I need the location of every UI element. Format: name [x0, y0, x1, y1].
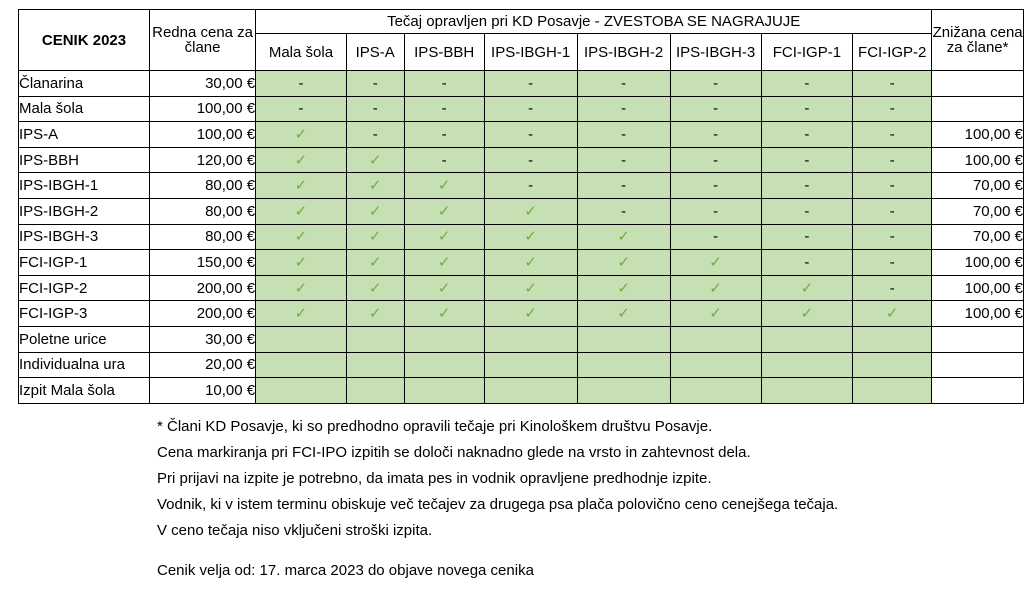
checkmark-glyph: ✓ [294, 253, 308, 271]
regular-price: 200,00 € [150, 301, 256, 327]
item-name: IPS-IBGH-2 [19, 198, 150, 224]
note-exams: Pri prijavi na izpite je potrebno, da imata pes in vodnik opravljene predhodnje izpite. [157, 470, 712, 487]
checkmark-glyph: ✓ [437, 177, 451, 195]
dash-cell [761, 173, 853, 199]
dash-glyph: - [889, 228, 895, 246]
dash-glyph: - [621, 74, 627, 92]
dash-glyph: - [528, 151, 534, 169]
dash-cell [346, 71, 404, 97]
checkmark-glyph: ✓ [294, 177, 308, 195]
regular-price: 80,00 € [150, 198, 256, 224]
checkmark-glyph: ✓ [524, 202, 537, 220]
empty-cell [346, 352, 404, 378]
dash-cell [761, 224, 853, 250]
dash-glyph: - [621, 151, 627, 169]
checkmark-glyph: ✓ [437, 279, 451, 297]
checkmark-icon [577, 301, 670, 327]
dash-glyph: - [804, 125, 810, 143]
checkmark-icon [577, 275, 670, 301]
table-row [19, 378, 1024, 404]
empty-cell [670, 378, 761, 404]
dash-cell [853, 147, 932, 173]
dash-glyph: - [298, 74, 304, 92]
empty-cell [404, 326, 484, 352]
regular-price: 120,00 € [150, 147, 256, 173]
item-name: IPS-IBGH-1 [19, 173, 150, 199]
item-name: FCI-IGP-3 [19, 301, 150, 327]
discount-price: 100,00 € [932, 122, 1024, 148]
dash-glyph: - [441, 125, 447, 143]
note-second-dog: Vodnik, ki v istem terminu obiskuje več tečajev za drugega psa plača polovično ceno cenejšega tečaja. [157, 496, 839, 513]
empty-cell [761, 326, 853, 352]
checkmark-icon [346, 301, 404, 327]
dash-cell [853, 71, 932, 97]
dash-glyph: - [621, 100, 627, 118]
dash-glyph: - [889, 279, 895, 297]
empty-cell [484, 378, 577, 404]
dash-cell [670, 173, 761, 199]
dash-glyph: - [889, 100, 895, 118]
checkmark-icon [670, 301, 761, 327]
table-row [19, 122, 1024, 148]
dash-cell [853, 224, 932, 250]
empty-cell [256, 352, 347, 378]
dash-cell [577, 173, 670, 199]
checkmark-icon [256, 198, 347, 224]
item-name: Poletne urice [19, 326, 150, 352]
checkmark-icon [256, 250, 347, 276]
dash-cell [853, 96, 932, 122]
dash-glyph: - [804, 100, 810, 118]
item-name: FCI-IGP-1 [19, 250, 150, 276]
course-header: IPS-IBGH-2 [577, 34, 670, 71]
table-row [19, 147, 1024, 173]
course-header: Mala šola [256, 34, 347, 71]
regular-price: 10,00 € [150, 378, 256, 404]
dash-cell [404, 96, 484, 122]
dash-glyph: - [804, 151, 810, 169]
dash-cell [761, 71, 853, 97]
checkmark-glyph: ✓ [294, 202, 308, 220]
item-name: Članarina [19, 71, 150, 97]
checkmark-icon [404, 250, 484, 276]
checkmark-glyph: ✓ [294, 151, 308, 169]
item-name: IPS-A [19, 122, 150, 148]
discount-price-header: Znižana cena za člane* [932, 10, 1024, 71]
discount-price [932, 352, 1024, 378]
empty-cell [346, 378, 404, 404]
discount-price: 100,00 € [932, 275, 1024, 301]
checkmark-glyph: ✓ [524, 253, 537, 271]
dash-cell [853, 275, 932, 301]
dash-cell [484, 173, 577, 199]
checkmark-icon [404, 198, 484, 224]
item-name: IPS-BBH [19, 147, 150, 173]
dash-cell [670, 122, 761, 148]
checkmark-glyph: ✓ [617, 305, 630, 323]
checkmark-icon [404, 301, 484, 327]
price-table-body [19, 71, 1024, 404]
dash-cell [256, 71, 347, 97]
dash-cell [761, 250, 853, 276]
item-name: Izpit Mala šola [19, 378, 150, 404]
discount-price: 100,00 € [932, 301, 1024, 327]
dash-glyph: - [713, 74, 719, 92]
empty-cell [670, 326, 761, 352]
dash-cell [577, 147, 670, 173]
table-row [19, 352, 1024, 378]
checkmark-icon [346, 275, 404, 301]
checkmark-icon [404, 275, 484, 301]
dash-glyph: - [713, 151, 719, 169]
dash-glyph: - [372, 100, 378, 118]
checkmark-icon [484, 250, 577, 276]
regular-price: 200,00 € [150, 275, 256, 301]
dash-glyph: - [528, 177, 534, 195]
table-row [19, 173, 1024, 199]
dash-glyph: - [528, 125, 534, 143]
empty-cell [256, 378, 347, 404]
dash-glyph: - [372, 125, 378, 143]
checkmark-glyph: ✓ [294, 279, 308, 297]
discount-price [932, 326, 1024, 352]
checkmark-glyph: ✓ [368, 202, 382, 220]
checkmark-glyph: ✓ [709, 279, 722, 297]
course-header: IPS-BBH [404, 34, 484, 71]
dash-cell [670, 224, 761, 250]
checkmark-glyph: ✓ [368, 253, 382, 271]
checkmark-icon [346, 147, 404, 173]
checkmark-icon [670, 250, 761, 276]
regular-price: 30,00 € [150, 326, 256, 352]
dash-cell [404, 122, 484, 148]
checkmark-icon [484, 275, 577, 301]
price-table [18, 9, 1024, 404]
regular-price: 80,00 € [150, 224, 256, 250]
dash-glyph: - [713, 100, 719, 118]
item-name: FCI-IGP-2 [19, 275, 150, 301]
regular-price-header: Redna cena za člane [150, 10, 256, 71]
dash-glyph: - [889, 151, 895, 169]
dash-glyph: - [804, 202, 810, 220]
regular-price: 100,00 € [150, 96, 256, 122]
regular-price: 100,00 € [150, 122, 256, 148]
table-row [19, 96, 1024, 122]
dash-cell [853, 250, 932, 276]
checkmark-icon [577, 250, 670, 276]
header-row [19, 10, 1024, 34]
course-header: FCI-IGP-2 [853, 34, 932, 71]
dash-glyph: - [441, 100, 447, 118]
table-row [19, 198, 1024, 224]
course-header: IPS-IBGH-3 [670, 34, 761, 71]
dash-glyph: - [889, 202, 895, 220]
dash-glyph: - [889, 177, 895, 195]
checkmark-icon [484, 224, 577, 250]
checkmark-glyph: ✓ [885, 305, 899, 323]
dash-cell [761, 96, 853, 122]
dash-glyph: - [804, 228, 810, 246]
dash-cell [670, 147, 761, 173]
note-members: * Člani KD Posavje, ki so predhodno opravili tečaje pri Kinološkem društvu Posavje. [157, 418, 713, 435]
checkmark-icon [670, 275, 761, 301]
dash-glyph: - [889, 125, 895, 143]
note-exam-costs: V ceno tečaja niso vključeni stroški izpita. [157, 522, 433, 539]
table-row [19, 71, 1024, 97]
checkmark-glyph: ✓ [437, 202, 451, 220]
dash-cell [404, 71, 484, 97]
checkmark-icon [577, 224, 670, 250]
dash-glyph: - [713, 125, 719, 143]
dash-cell [484, 147, 577, 173]
discount-price [932, 378, 1024, 404]
dash-glyph: - [372, 74, 378, 92]
checkmark-glyph: ✓ [368, 305, 382, 323]
checkmark-icon [484, 198, 577, 224]
dash-glyph: - [804, 74, 810, 92]
checkmark-glyph: ✓ [294, 125, 308, 143]
dash-cell [346, 122, 404, 148]
dash-glyph: - [441, 74, 447, 92]
empty-cell [404, 378, 484, 404]
dash-glyph: - [528, 100, 534, 118]
checkmark-glyph: ✓ [437, 228, 451, 246]
dash-cell [761, 122, 853, 148]
checkmark-glyph: ✓ [294, 228, 308, 246]
item-name: Mala šola [19, 96, 150, 122]
checkmark-icon [761, 275, 853, 301]
table-row [19, 250, 1024, 276]
checkmark-glyph: ✓ [368, 279, 382, 297]
empty-cell [256, 326, 347, 352]
dash-glyph: - [713, 228, 719, 246]
dash-glyph: - [713, 202, 719, 220]
checkmark-glyph: ✓ [800, 305, 814, 323]
regular-price: 80,00 € [150, 173, 256, 199]
dash-cell [670, 71, 761, 97]
discount-price: 100,00 € [932, 147, 1024, 173]
checkmark-icon [256, 224, 347, 250]
checkmark-icon [346, 224, 404, 250]
checkmark-icon [256, 122, 347, 148]
course-header: IPS-A [346, 34, 404, 71]
dash-cell [670, 96, 761, 122]
note-marking: Cena markiranja pri FCI-IPO izpitih se določi naknadno glede na vrsto in zahtevnost dela. [157, 444, 751, 461]
completed-course-header: Tečaj opravljen pri KD Posavje - ZVESTOBA SE NAGRAJUJE [256, 10, 932, 34]
empty-cell [484, 352, 577, 378]
checkmark-icon [256, 275, 347, 301]
checkmark-icon [256, 173, 347, 199]
checkmark-icon [346, 250, 404, 276]
discount-price: 70,00 € [932, 224, 1024, 250]
validity-note: Cenik velja od: 17. marca 2023 do objave novega cenika [157, 562, 534, 579]
checkmark-icon [404, 224, 484, 250]
checkmark-glyph: ✓ [800, 279, 814, 297]
dash-glyph: - [621, 202, 627, 220]
dash-glyph: - [804, 253, 810, 271]
course-header: IPS-IBGH-1 [484, 34, 577, 71]
empty-cell [853, 326, 932, 352]
dash-cell [761, 147, 853, 173]
checkmark-glyph: ✓ [617, 253, 630, 271]
dash-glyph: - [441, 151, 447, 169]
table-title: CENIK 2023 [19, 10, 150, 71]
checkmark-glyph: ✓ [368, 177, 382, 195]
dash-cell [853, 198, 932, 224]
dash-cell [577, 96, 670, 122]
empty-cell [853, 352, 932, 378]
checkmark-icon [346, 198, 404, 224]
checkmark-glyph: ✓ [294, 305, 308, 323]
dash-cell [670, 198, 761, 224]
empty-cell [761, 352, 853, 378]
checkmark-icon [761, 301, 853, 327]
empty-cell [484, 326, 577, 352]
table-row [19, 224, 1024, 250]
checkmark-glyph: ✓ [524, 228, 537, 246]
checkmark-glyph: ✓ [437, 253, 451, 271]
checkmark-glyph: ✓ [524, 305, 537, 323]
empty-cell [577, 352, 670, 378]
dash-cell [853, 122, 932, 148]
item-name: IPS-IBGH-3 [19, 224, 150, 250]
discount-price: 70,00 € [932, 198, 1024, 224]
dash-cell [577, 122, 670, 148]
empty-cell [670, 352, 761, 378]
dash-cell [346, 96, 404, 122]
regular-price: 20,00 € [150, 352, 256, 378]
dash-cell [761, 198, 853, 224]
regular-price: 30,00 € [150, 71, 256, 97]
dash-cell [484, 96, 577, 122]
regular-price: 150,00 € [150, 250, 256, 276]
checkmark-glyph: ✓ [617, 228, 630, 246]
checkmark-icon [256, 147, 347, 173]
empty-cell [346, 326, 404, 352]
checkmark-glyph: ✓ [437, 305, 451, 323]
checkmark-icon [256, 301, 347, 327]
checkmark-glyph: ✓ [524, 279, 537, 297]
course-header: FCI-IGP-1 [761, 34, 853, 71]
dash-glyph: - [889, 253, 895, 271]
dash-cell [577, 71, 670, 97]
dash-cell [256, 96, 347, 122]
notes [157, 414, 838, 544]
empty-cell [761, 378, 853, 404]
table-row [19, 326, 1024, 352]
dash-glyph: - [621, 125, 627, 143]
dash-glyph: - [528, 74, 534, 92]
dash-glyph: - [889, 74, 895, 92]
discount-price [932, 96, 1024, 122]
table-row [19, 301, 1024, 327]
table-row [19, 275, 1024, 301]
checkmark-icon [853, 301, 932, 327]
empty-cell [853, 378, 932, 404]
empty-cell [577, 326, 670, 352]
checkmark-icon [404, 173, 484, 199]
dash-cell [404, 147, 484, 173]
checkmark-glyph: ✓ [617, 279, 630, 297]
empty-cell [404, 352, 484, 378]
checkmark-icon [346, 173, 404, 199]
checkmark-glyph: ✓ [368, 151, 382, 169]
dash-glyph: - [621, 177, 627, 195]
dash-cell [484, 122, 577, 148]
item-name: Individualna ura [19, 352, 150, 378]
discount-price [932, 71, 1024, 97]
dash-cell [577, 198, 670, 224]
dash-cell [853, 173, 932, 199]
discount-price: 100,00 € [932, 250, 1024, 276]
checkmark-glyph: ✓ [709, 305, 722, 323]
discount-price: 70,00 € [932, 173, 1024, 199]
checkmark-glyph: ✓ [709, 253, 722, 271]
dash-glyph: - [804, 177, 810, 195]
dash-cell [484, 71, 577, 97]
dash-glyph: - [713, 177, 719, 195]
empty-cell [577, 378, 670, 404]
checkmark-icon [484, 301, 577, 327]
dash-glyph: - [298, 100, 304, 118]
checkmark-glyph: ✓ [368, 228, 382, 246]
